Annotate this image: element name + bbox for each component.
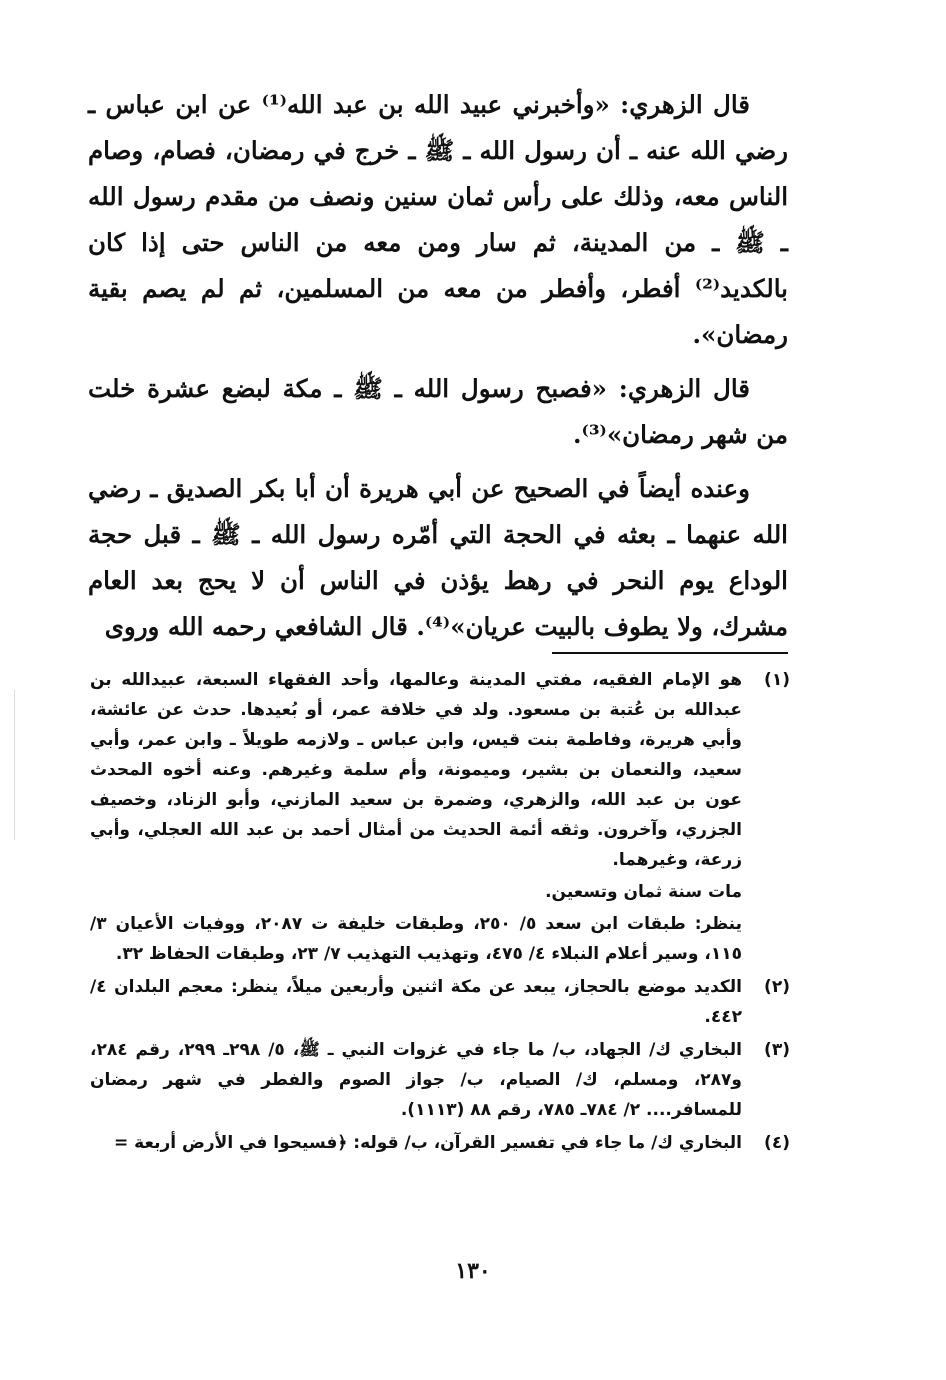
footnote-text: هو الإمام الفقيه، مفتي المدينة وعالمها، وأحد الفقهاء السبعة، عبيدالله بن عبدالله بن عُتبة بن مسعود. ولد في خلافة عمر، أو بُعيدها. حدث عن عائشة، وأبي هريرة، وفاطمة بنت قيس، وابن عباس ـ ولازمه طويلاً ـ وابن عمر، وأبي سعيد، والنعمان بن بشير، وميمونة، وأم سلمة وغيرهم. وعنه أخوه المحدث عون بن عبد الله، والزهري، وضمرة بن سعيد المازني، وأبو الزناد، وخصيف الجزري، وآخرون. وثقه أئمة الحديث من أمثال أحمد بن عبد الله العجلي، وأبي زرعة، وغيرهما. xyxy=(90,670,742,870)
main-paragraph-2: قال الزهري: «فصبح رسول الله ـ ﷺ ـ مكة لبضع عشرة خلت من شهر رمضان»⁽³⁾. xyxy=(88,374,788,449)
footnote-1 xyxy=(90,665,790,969)
footnote-3 xyxy=(90,1035,790,1125)
footnote-number: (٢) xyxy=(764,977,790,997)
footnote-body xyxy=(90,665,742,969)
page-number: ١٣٠ xyxy=(455,1258,491,1284)
footnotes-block xyxy=(90,665,790,1158)
footnote-text: مات سنة ثمان وتسعين. xyxy=(545,882,742,902)
footnote-body xyxy=(90,1128,742,1158)
footnote-number: (١) xyxy=(764,670,790,690)
main-text-block xyxy=(88,82,788,650)
footnote-body xyxy=(90,1035,742,1125)
footnote-number: (٤) xyxy=(764,1133,790,1153)
footnote-4 xyxy=(90,1128,790,1158)
main-paragraph-3: وعنده أيضاً في الصحيح عن أبي هريرة أن أبا بكر الصديق ـ رضي الله عنهما ـ بعثه في الحجة التي أمّره رسول الله ـ ﷺ ـ قبل حجة الوداع يوم النحر في رهط يؤذن في الناس أن لا يحج بعد العام مشرك، ولا يطوف بالبيت عريان»⁽⁴⁾. قال الشافعي رحمه الله وروى xyxy=(88,474,788,641)
footnote-text: ينظر: طبقات ابن سعد ٥/ ٢٥٠، وطبقات خليفة ت ٢٠٨٧، ووفيات الأعيان ٣/ ١١٥، وسير أعلام النبلاء ٤/ ٤٧٥، وتهذيب التهذيب ٧/ ٢٣، وطبقات الحفاظ ٣٢. xyxy=(90,914,742,964)
main-paragraph-1: قال الزهري: «وأخبرني عبيد الله بن عبد الله⁽¹⁾ عن ابن عباس ـ رضي الله عنه ـ أن رسول الله ـ ﷺ ـ خرج في رمضان، فصام، وصام الناس معه، وذلك على رأس ثمان سنين ونصف من مقدم رسول الله ـ ﷺ ـ من المدينة، ثم سار ومن معه من الناس حتى إذا كان بالكديد⁽²⁾ أفطر، وأفطر من معه من المسلمين، ثم لم يصم بقية رمضان». xyxy=(88,90,788,349)
footnote-number: (٣) xyxy=(764,1040,790,1060)
footnote-text: البخاري ك/ ما جاء في تفسير القرآن، ب/ قوله: xyxy=(347,1133,742,1153)
quran-quote: ﴿فسيحوا في الأرض أربعة = xyxy=(114,1133,348,1153)
footnote-separator xyxy=(552,652,788,654)
footnote-text: البخاري ك/ الجهاد، ب/ ما جاء في غزوات النبي ـ ﷺ، ٥/ ٢٩٨ـ ٢٩٩، رقم ٢٨٤، و٢٨٧، ومسلم، ك/ الصيام، ب/ جواز الصوم والفطر في شهر رمضان للمسافر.... ٢/ ٧٨٤ـ ٧٨٥، رقم ٨٨ (١١١٣). xyxy=(90,1040,742,1120)
scan-edge-mark xyxy=(14,690,15,840)
footnote-2 xyxy=(90,972,790,1032)
footnote-body xyxy=(90,972,742,1032)
footnote-text: الكديد موضع بالحجاز، يبعد عن مكة اثنين وأربعين ميلاً، ينظر: معجم البلدان ٤/ ٤٤٢. xyxy=(90,977,742,1027)
